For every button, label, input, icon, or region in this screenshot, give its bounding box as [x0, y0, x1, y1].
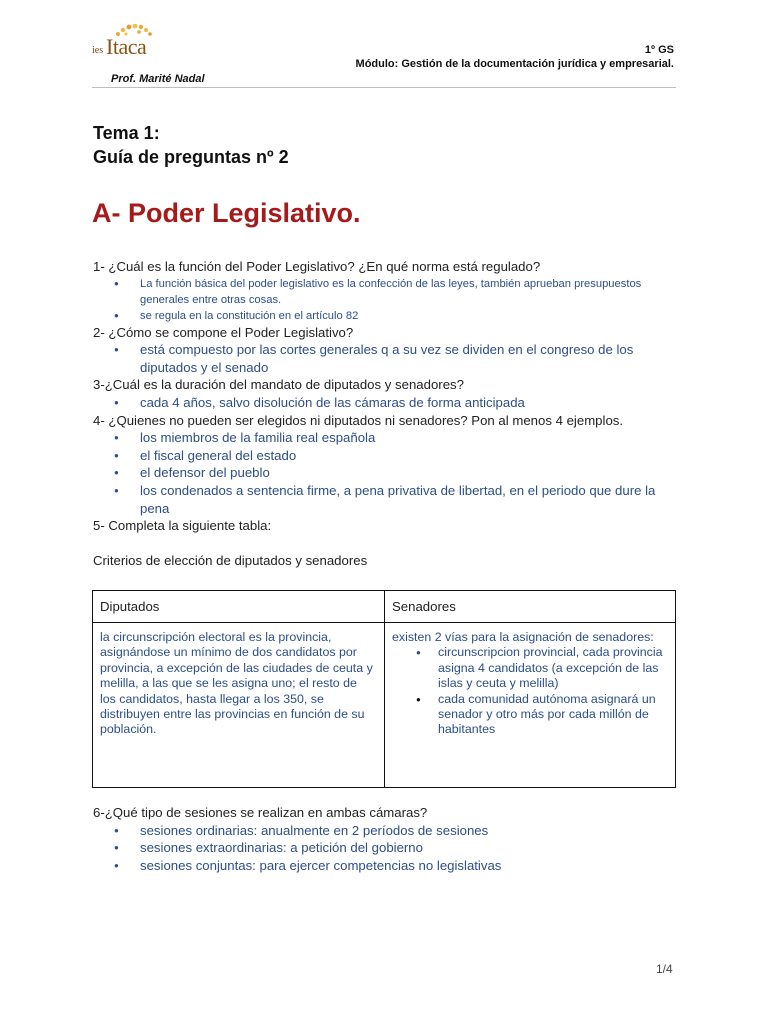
answer-item: ● cada 4 años, salvo disolución de las cámaras de forma anticipada: [93, 394, 683, 412]
module-label: Módulo: Gestión de la documentación jurídica y empresarial.: [355, 58, 674, 70]
answer-item: ● se regula en la constitución en el artículo 82: [93, 308, 683, 324]
question-5: 5- Completa la siguiente tabla:: [93, 518, 272, 534]
answers-1: [93, 276, 683, 324]
answer-item: ● sesiones ordinarias: anualmente en 2 períodos de sesiones: [93, 822, 683, 840]
table-header-senadores: Senadores: [392, 599, 456, 614]
senadores-intro: existen 2 vías para la asignación de senadores:: [392, 630, 654, 644]
page-subtitle: Guía de preguntas nº 2: [93, 147, 289, 167]
table-row-divider: [93, 622, 675, 623]
course-label: 1º GS: [644, 44, 674, 56]
table-caption: Criterios de elección de diputados y senadores: [93, 552, 368, 568]
section-title: A- Poder Legislativo.: [92, 198, 361, 228]
logo-prefix: ies: [92, 45, 104, 56]
senadores-item: ● cada comunidad autónoma asignará un senador y otro más por cada millón de habitantes: [392, 692, 672, 738]
answer-item: ● está compuesto por las cortes generales q a su vez se dividen en el congreso de los diputados y el senado: [93, 341, 683, 376]
answer-item: ● los miembros de la familia real española: [93, 429, 683, 447]
questions-list: [93, 258, 683, 569]
answer-item: ● sesiones conjuntas: para ejercer competencias no legislativas: [93, 857, 683, 875]
school-logo: [92, 24, 160, 60]
answer-item: ● el defensor del pueblo: [93, 464, 683, 482]
answer-item: ● sesiones extraordinarias: a petición del gobierno: [93, 839, 683, 857]
question-2: 2- ¿Cómo se compone el Poder Legislativo?: [93, 324, 354, 340]
answers-4: [93, 429, 683, 517]
senadores-item: ● circunscripcion provincial, cada provincia asigna 4 candidatos (a excepción de las islas y ceuta y melilla): [392, 645, 672, 691]
answer-item: ● La función básica del poder legislativo es la confección de las leyes, también aprueban presupuestos generales entre otras cosas.: [93, 276, 683, 308]
logo-text: Itaca: [106, 34, 147, 59]
question-3: 3-¿Cuál es la duración del mandato de diputados y senadores?: [93, 377, 464, 393]
election-criteria-table: [92, 590, 676, 788]
table-header-diputados: Diputados: [100, 599, 160, 614]
table-column-divider: [384, 591, 385, 787]
question-4: 4- ¿Quienes no pueden ser elegidos ni diputados ni senadores? Pon al menos 4 ejemplos.: [93, 412, 624, 428]
question-1: 1- ¿Cuál es la función del Poder Legislativo? ¿En qué norma está regulado?: [93, 259, 541, 274]
question-6-block: [93, 804, 683, 874]
question-6: 6-¿Qué tipo de sesiones se realizan en ambas cámaras?: [93, 805, 428, 820]
answers-6: [93, 822, 683, 875]
table-cell-senadores: [392, 630, 672, 738]
page-number: 1/4: [656, 962, 673, 976]
answer-item: ● el fiscal general del estado: [93, 447, 683, 465]
table-cell-diputados: la circunscripción electoral es la provincia, asignándose un mínimo de dos candidatos por provincia, a excepción de las ciudades de ceuta y melilla, a las que se les asigna uno; el resto de los candidatos, hasta llegar a los 350, se distribuyen entre las provincias en función de su población.: [100, 630, 373, 737]
senadores-list: [392, 645, 672, 737]
header-divider: [92, 87, 676, 88]
professor-name: Prof. Marité Nadal: [111, 73, 205, 85]
answers-3: [93, 394, 683, 412]
answers-2: [93, 341, 683, 376]
page-title: Tema 1:: [93, 123, 160, 143]
answer-item: ● los condenados a sentencia firme, a pena privativa de libertad, en el periodo que dure la pena: [93, 482, 683, 517]
